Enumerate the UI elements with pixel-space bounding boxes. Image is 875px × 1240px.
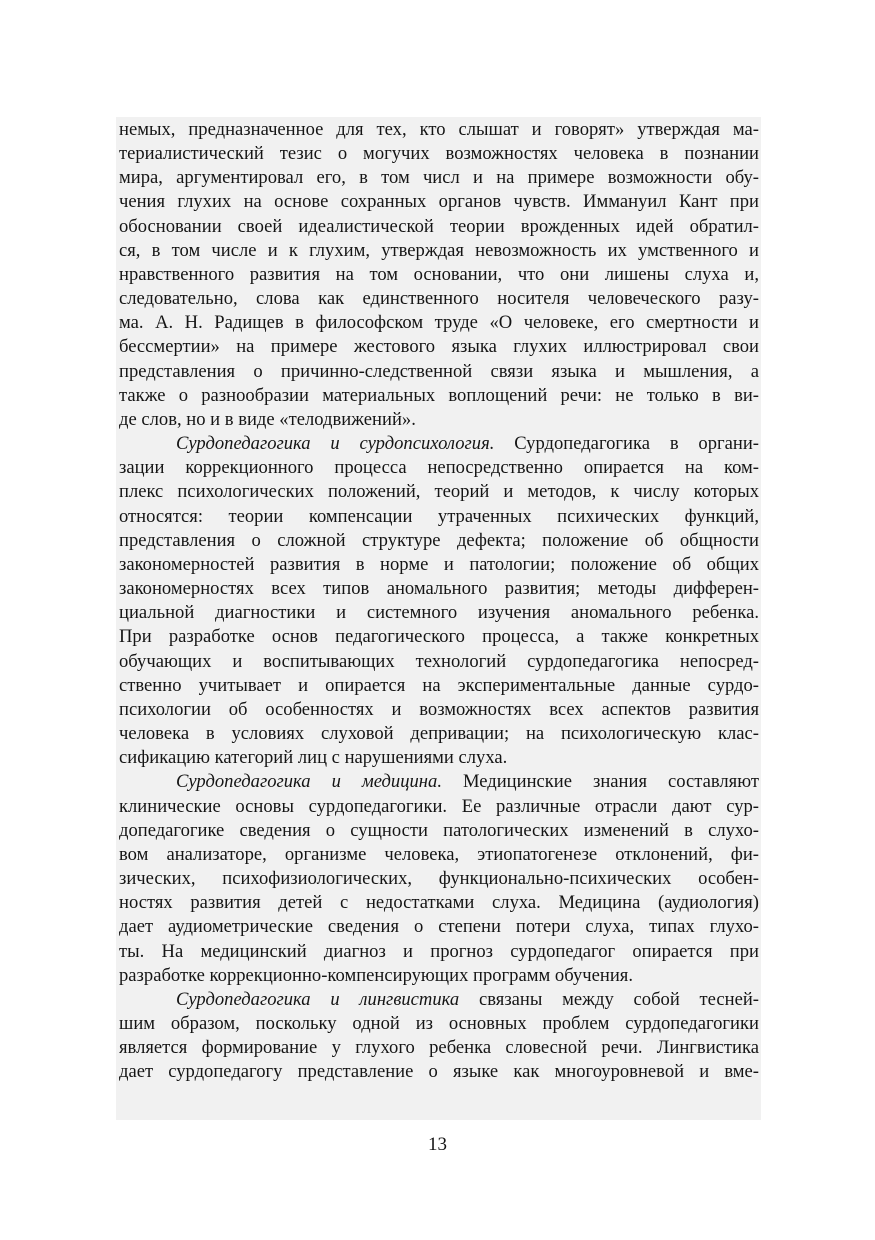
text-line: ственно учитывает и опирается на экспериментальные данные сурдо- [119,675,759,696]
paragraph-first-line [176,988,759,1012]
text-line: вом анализаторе, организме человека, этиопатогенезе отклонений, фи- [119,844,759,865]
paragraph-first-line [176,432,759,456]
text-fragment: Сурдопедагогика в органи- [494,433,759,454]
section-heading-medicine: Сурдопедагогика и медицина. [176,771,442,792]
page-number: 13 [428,1134,447,1155]
text-line: представления о причинно-следственной связи языка и мышления, а [119,361,759,382]
text-line: зических, психофизиологических, функционально-психических особен- [119,868,759,889]
text-line: обучающих и воспитывающих технологий сурдопедагогика непосред- [119,651,759,672]
text-fragment: Медицинские знания составляют [441,771,759,792]
text-line: чения глухих на основе сохранных органов чувств. Иммануил Кант при [119,191,759,212]
text-line: является формирование у глухого ребенка словесной речи. Лингвистика [119,1037,759,1058]
text-line: также о разнообразии материальных воплощений речи: не только в ви- [119,385,759,406]
text-line: нравственного развития на том основании, что они лишены слуха и, [119,264,759,285]
text-line: ты. На медицинский диагноз и прогноз сурдопедагог опирается при [119,941,759,962]
text-line: клинические основы сурдопедагогики. Ее различные отрасли дают сур- [119,796,759,817]
paragraph-first-line [176,770,759,794]
section-heading-surdopsychology: Сурдопедагогика и сурдопсихология. [176,433,495,454]
text-line: человека в условиях слуховой депривации; на психологическую клас- [119,723,759,744]
text-fragment: связаны между собой тесней- [459,989,759,1010]
text-line: ностях развития детей с недостатками слуха. Медицина (аудиология) [119,892,759,913]
text-line: плекс психологических положений, теорий и методов, к числу которых [119,481,759,502]
text-line: разработке коррекционно-компенсирующих программ обучения. [119,965,633,986]
text-line: следовательно, слова как единственного носителя человеческого разу- [119,288,759,309]
text-line: зации коррекционного процесса непосредственно опирается на ком- [119,457,759,478]
text-line: дает аудиометрические сведения о степени потери слуха, типах глухо- [119,916,759,937]
text-line: де слов, но и в виде «телодвижений». [119,409,416,430]
text-line: допедагогике сведения о сущности патологических изменений в слухо- [119,820,759,841]
text-line: ма. А. Н. Радищев в философском труде «О человеке, его смертности и [119,312,759,333]
text-line: закономерностей развития в норме и патологии; положение об общих [119,554,759,575]
text-line: териалистический тезис о могучих возможностях человека в познании [119,143,759,164]
text-line: представления о сложной структуре дефекта; положение об общности [119,530,759,551]
text-line: сификацию категорий лиц с нарушениями слуха. [119,747,508,768]
text-line: психологии об особенностях и возможностях всех аспектов развития [119,699,759,720]
text-line: ся, в том числе и к глухим, утверждая невозможность их умственного и [119,240,759,261]
text-block [116,117,761,1120]
text-line: шим образом, поскольку одной из основных проблем сурдопедагогики [119,1013,759,1034]
section-heading-linguistics: Сурдопедагогика и лингвистика [176,989,460,1010]
text-line: немых, предназначенное для тех, кто слышат и говорят» утверждая ма- [119,119,759,140]
text-line: При разработке основ педагогического процесса, а также конкретных [119,626,759,647]
text-line: дает сурдопедагогу представление о языке как многоуровневой и вме- [119,1061,759,1082]
text-line: бессмертии» на примере жестового языка глухих иллюстрировал свои [119,336,759,357]
text-line: циальной диагностики и системного изучения аномального ребенка. [119,602,759,623]
text-line: обосновании своей идеалистической теории врожденных идей обратил- [119,216,759,237]
text-line: относятся: теории компенсации утраченных психических функций, [119,506,759,527]
text-line: закономерностях всех типов аномального развития; методы дифферен- [119,578,759,599]
text-line: мира, аргументировал его, в том числ и на примере возможности обу- [119,167,759,188]
